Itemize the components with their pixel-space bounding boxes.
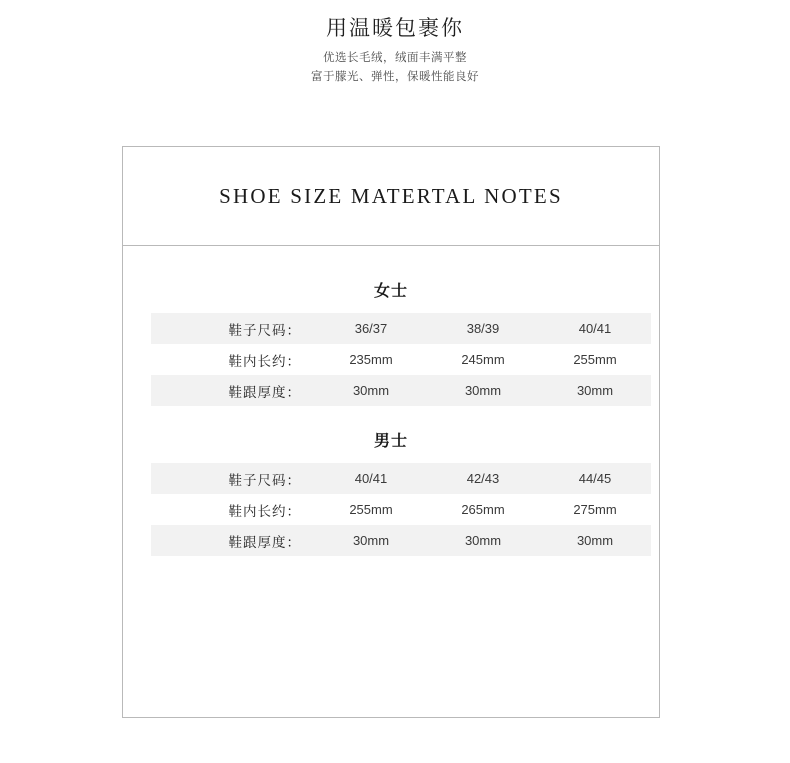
men-size-table: [151, 463, 651, 556]
cell-value: 36/37: [315, 313, 427, 344]
cell-value: 30mm: [427, 375, 539, 406]
page-header: [0, 0, 790, 87]
card-title: SHOE SIZE MATERTAL NOTES: [219, 183, 563, 208]
cell-value: 30mm: [427, 525, 539, 556]
cell-value: 265mm: [427, 494, 539, 525]
row-label: 鞋子尺码：: [151, 313, 315, 344]
table-row: [151, 463, 651, 494]
row-label: 鞋子尺码：: [151, 463, 315, 494]
table-row: [151, 525, 651, 556]
page-title: 用温暖包裹你: [326, 17, 464, 40]
men-size-section: [123, 428, 659, 556]
size-chart-card: [122, 146, 660, 718]
cell-value: 40/41: [315, 463, 427, 494]
table-row: [151, 375, 651, 406]
women-size-section: [123, 278, 659, 406]
men-section-heading: 男士: [373, 433, 408, 450]
cell-value: 30mm: [539, 375, 651, 406]
row-label: 鞋内长约：: [151, 494, 315, 525]
cell-value: 30mm: [539, 525, 651, 556]
cell-value: 255mm: [539, 344, 651, 375]
cell-value: 30mm: [315, 525, 427, 556]
cell-value: 44/45: [539, 463, 651, 494]
cell-value: 245mm: [427, 344, 539, 375]
cell-value: 42/43: [427, 463, 539, 494]
cell-value: 235mm: [315, 344, 427, 375]
page-subtitle-line-1: 优选长毛绒，绒面丰满平整: [323, 52, 467, 64]
cell-value: 38/39: [427, 313, 539, 344]
card-title-area: [123, 147, 659, 246]
cell-value: 40/41: [539, 313, 651, 344]
table-row: [151, 313, 651, 344]
cell-value: 255mm: [315, 494, 427, 525]
page-subtitle-line-2: 富于朦光、弹性，保暖性能良好: [311, 71, 479, 83]
table-row: [151, 494, 651, 525]
cell-value: 275mm: [539, 494, 651, 525]
cell-value: 30mm: [315, 375, 427, 406]
table-row: [151, 344, 651, 375]
women-size-table: [151, 313, 651, 406]
women-section-heading: 女士: [373, 283, 408, 300]
row-label: 鞋跟厚度：: [151, 525, 315, 556]
row-label: 鞋跟厚度：: [151, 375, 315, 406]
row-label: 鞋内长约：: [151, 344, 315, 375]
